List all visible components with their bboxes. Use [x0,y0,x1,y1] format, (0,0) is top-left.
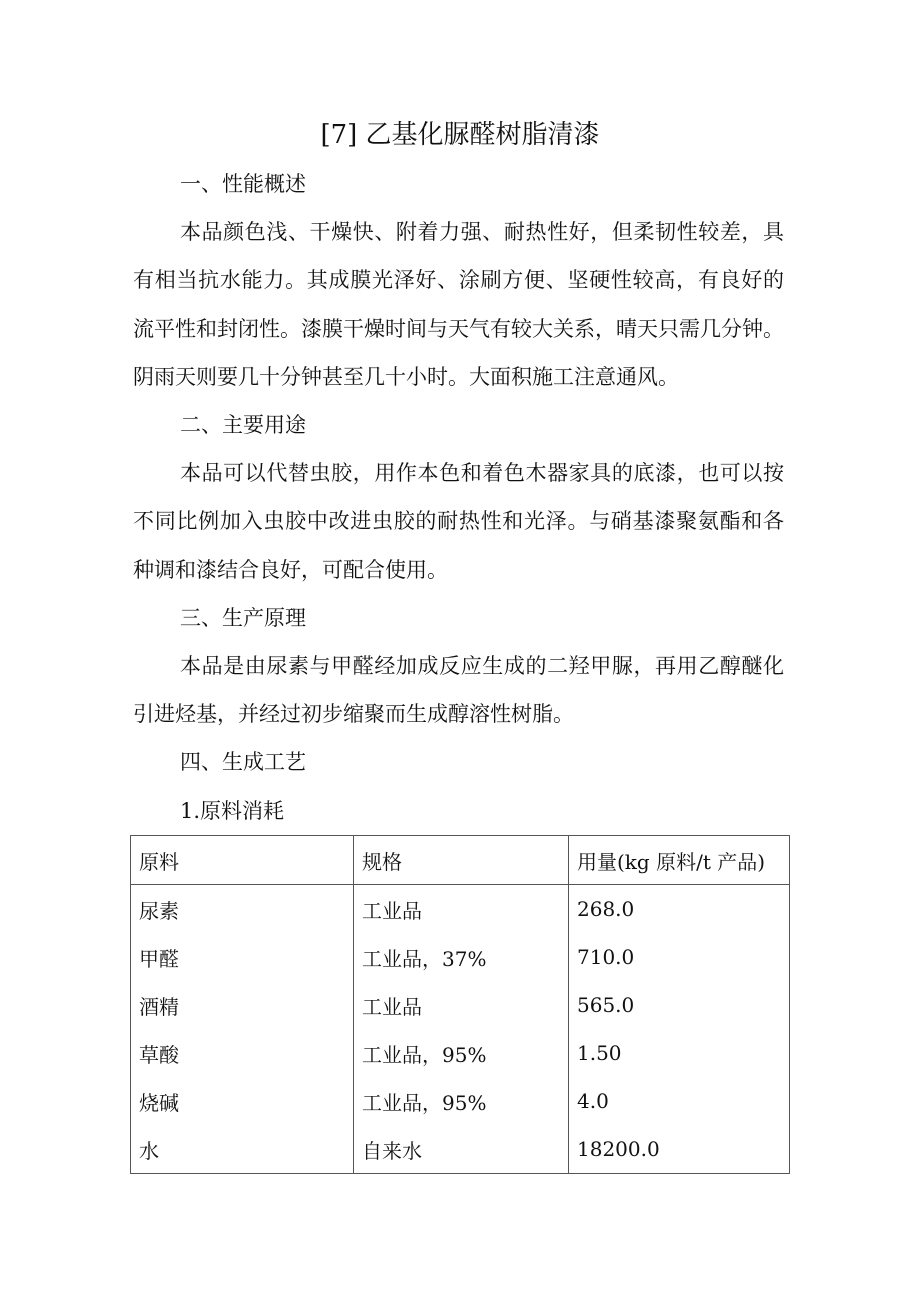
table-cell: 工业品 [354,885,569,934]
table-cell: 尿素 [131,885,354,934]
table-cell: 酒精 [131,981,354,1029]
table-cell: 工业品，95% [354,1029,569,1077]
text-line: 流平性和封闭性。漆膜干燥时间与天气有较大关系，晴天只需几分钟。 [133,316,784,341]
table-row [131,1077,790,1125]
table-cell: 工业品，95% [354,1077,569,1125]
text-line: 本品颜色浅、干燥快、附着力强、耐热性好，但柔韧性较差，具 [180,220,784,245]
table-row [131,933,790,981]
table-row [131,1029,790,1077]
document-title: [7] 乙基化脲醛树脂清漆 [320,120,600,150]
table-cell: 1.50 [569,1029,790,1077]
text-line: 三、生产原理 [180,605,306,630]
table-row [131,885,790,934]
text-line: 本品是由尿素与甲醛经加成反应生成的二羟甲脲，再用乙醇醚化 [180,654,784,678]
text-line: 四、生成工艺 [180,750,306,775]
materials-table [130,835,790,1174]
table-cell: 18200.0 [569,1125,790,1174]
table-cell: 268.0 [569,885,790,934]
table-cell: 565.0 [569,981,790,1029]
text-line: 阴雨天则要几十分钟甚至几十小时。大面积施工注意通风。 [133,364,679,389]
table-cell: 工业品，37% [354,933,569,981]
text-line: 本品可以代替虫胶，用作本色和着色木器家具的底漆，也可以按 [180,461,784,486]
table-cell: 水 [131,1125,354,1174]
table-header-row [131,836,790,885]
table-row [131,1125,790,1174]
text-line: 二、主要用途 [180,413,306,437]
table-cell: 草酸 [131,1029,354,1077]
table-header-cell: 用量(kg 原料/t 产品) [569,836,790,885]
table-row [131,981,790,1029]
table-cell: 烧碱 [131,1077,354,1125]
text-line: 不同比例加入虫胶中改进虫胶的耐热性和光泽。与硝基漆聚氨酯和各 [133,509,784,534]
table-cell: 甲醛 [131,933,354,981]
table-cell: 710.0 [569,933,790,981]
text-line: 引进烃基，并经过初步缩聚而生成醇溶性树脂。 [133,702,574,727]
text-line: 种调和漆结合良好，可配合使用。 [133,557,448,582]
text-line: 一、性能概述 [180,172,306,196]
text-line: 1.原料消耗 [180,798,285,823]
table-header-cell: 规格 [354,836,569,885]
table-cell: 自来水 [354,1125,569,1174]
table-header-cell: 原料 [131,836,354,885]
table-cell: 4.0 [569,1077,790,1125]
table-cell: 工业品 [354,981,569,1029]
text-line: 有相当抗水能力。其成膜光泽好、涂刷方便、坚硬性较高，有良好的 [133,268,784,293]
